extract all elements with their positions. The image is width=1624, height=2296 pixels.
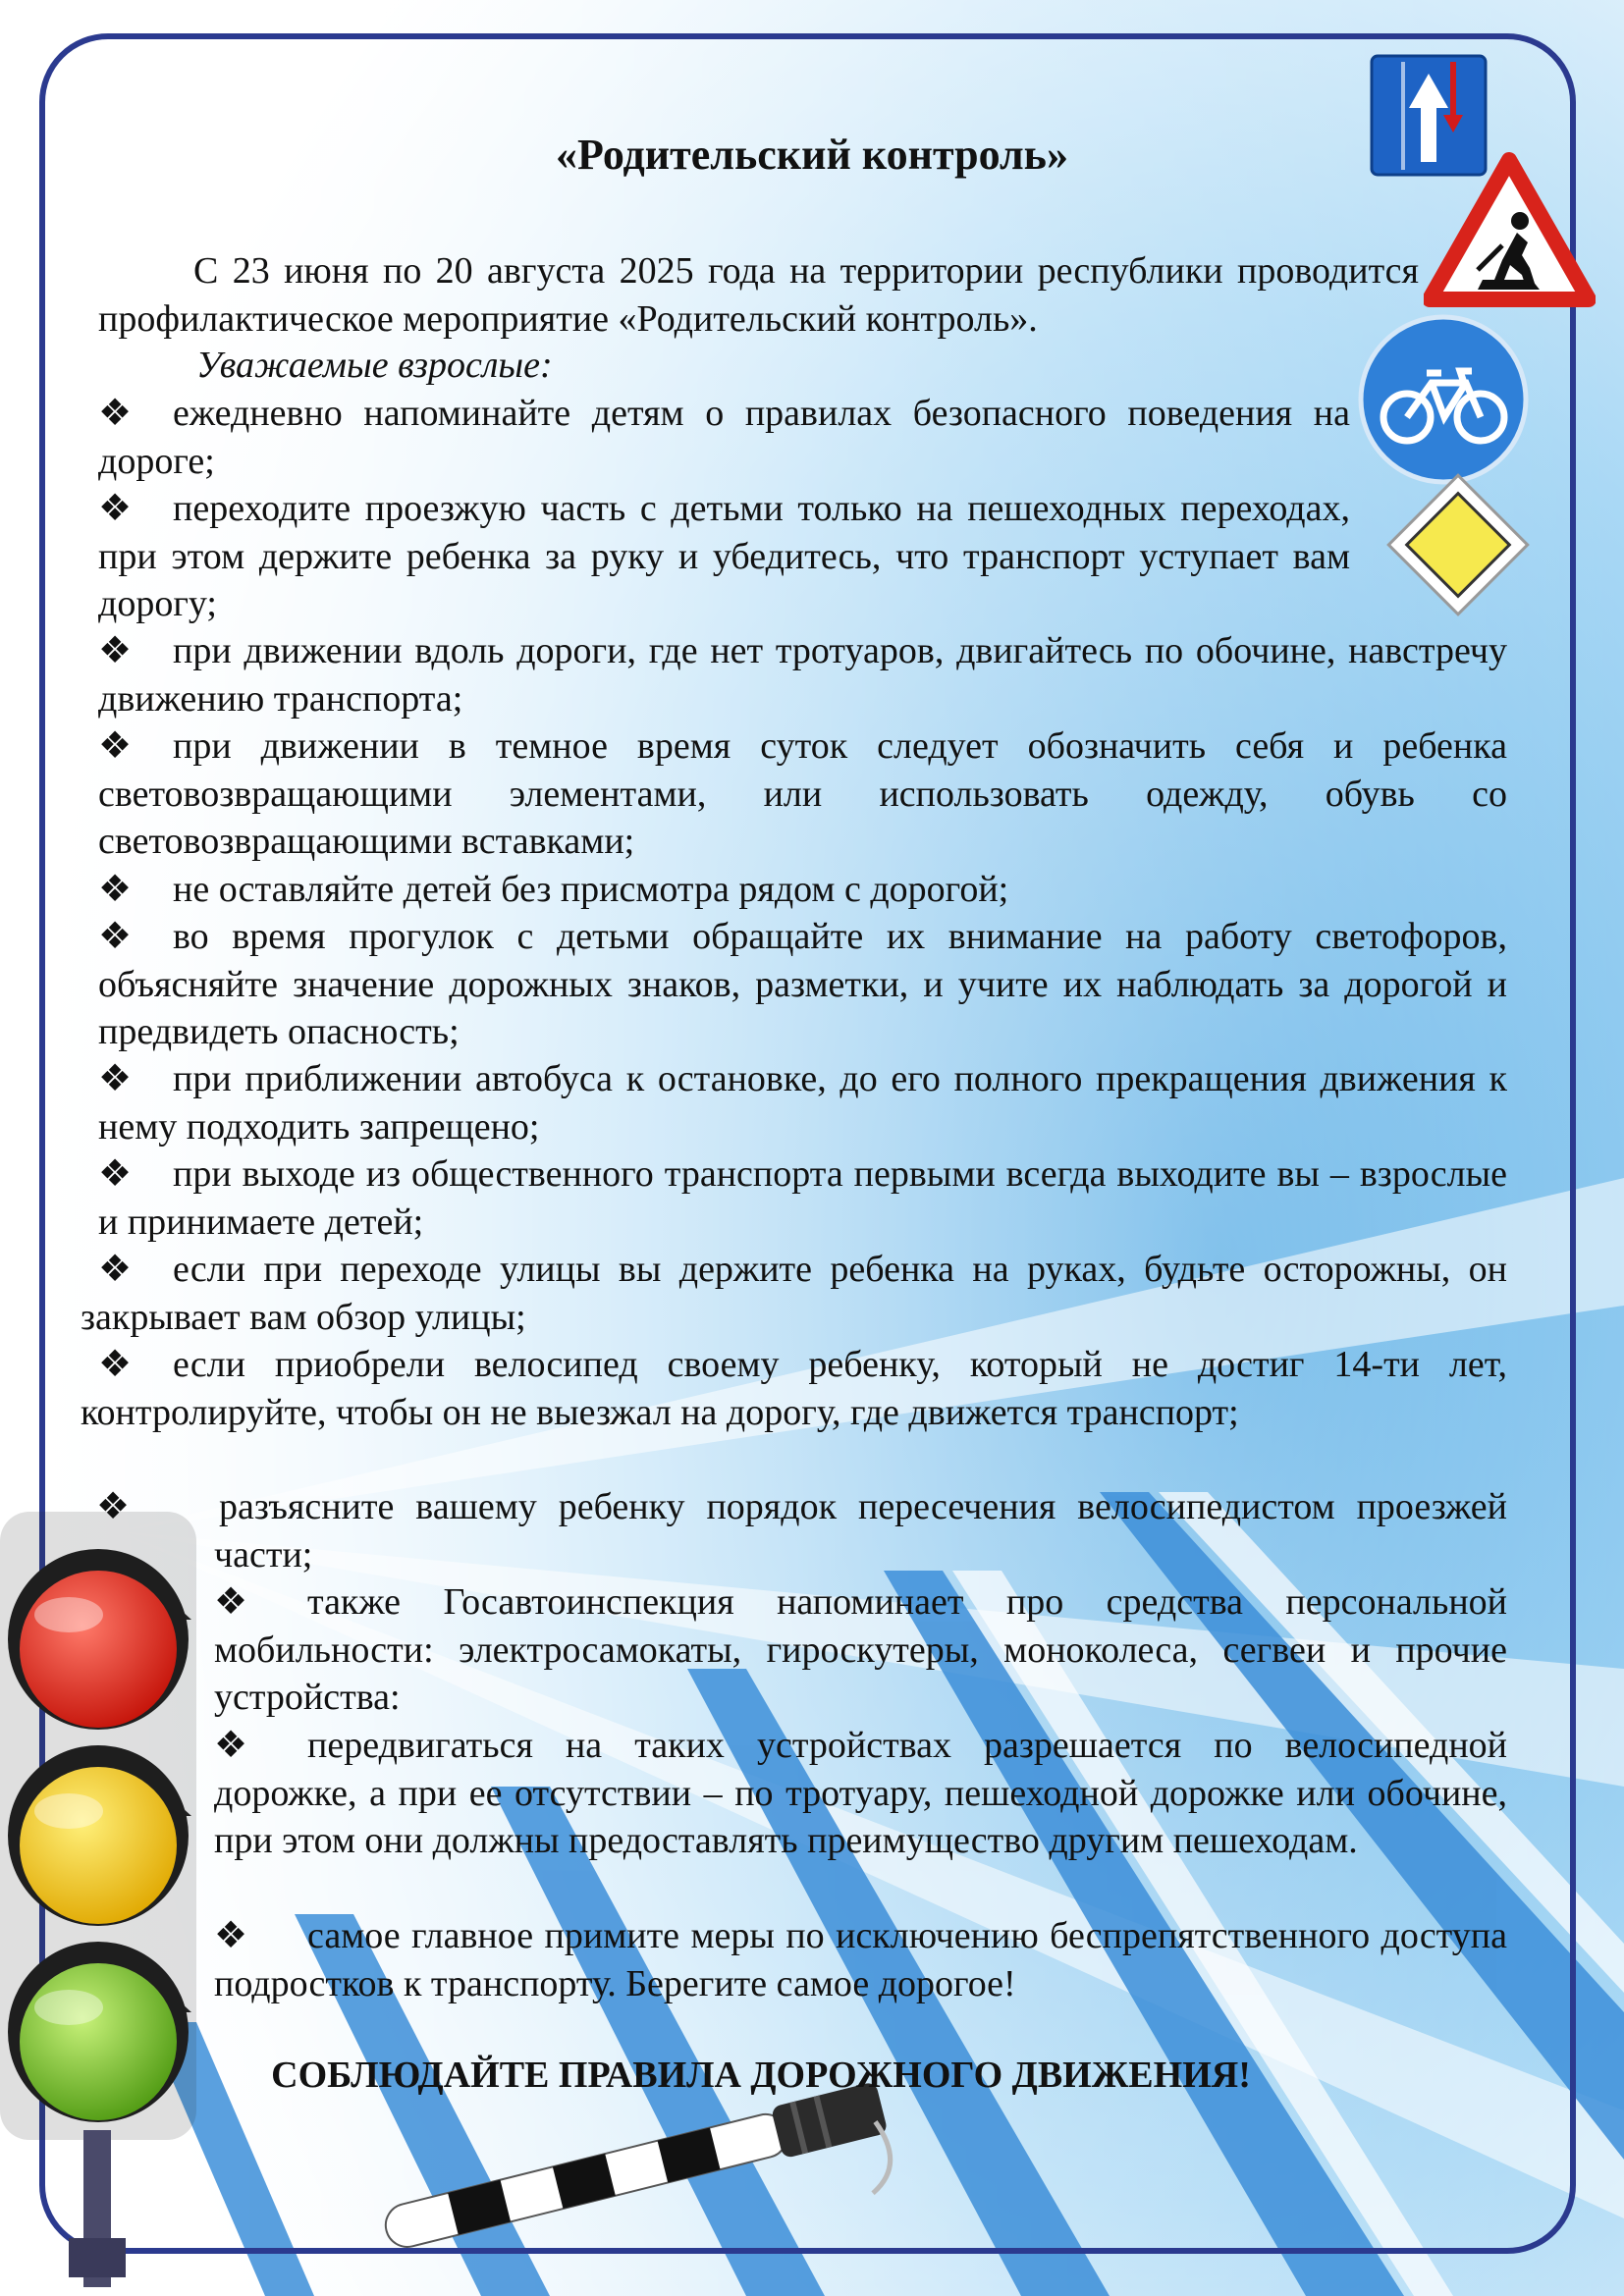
bullet-item (214, 1912, 1507, 2007)
bullet-text: при приближении автобуса к остановке, до его полного прекращения движения к нему подходить запрещено; (98, 1058, 1507, 1148)
bullet-icon: ❖ (98, 1344, 133, 1385)
bullet-icon: ❖ (98, 725, 133, 767)
bullet-text: передвигаться на таких устройствах разрешается по велосипедной дорожке, а при ее отсутствии – по тротуару, пешеходной дорожке или обочине, при этом они должны предоставлять преимущество другим пешеходам. (214, 1725, 1507, 1861)
bullet-item (98, 390, 1350, 485)
bullet-icon: ❖ (98, 630, 133, 671)
bullet-icon: ❖ (98, 393, 133, 434)
bullet-text: разъясните вашему ребенку порядок пересечения велосипедистом проезжей части; (214, 1486, 1507, 1575)
greeting (196, 342, 982, 390)
bullet-text: если приобрели велосипед своему ребенку, который не достиг 14-ти лет, контролируйте, чтобы он не выезжал на дорогу, где движется транспорт; (81, 1344, 1507, 1433)
bullet-text: не оставляйте детей без присмотра рядом с дорогой; (173, 869, 1009, 910)
bullet-icon: ❖ (214, 1725, 248, 1766)
bullet-item (81, 1341, 1507, 1436)
closing-slogan: СОБЛЮДАЙТЕ ПРАВИЛА ДОРОЖНОГО ДВИЖЕНИЯ! (271, 2055, 1251, 2096)
bullet-text: если при переходе улицы вы держите ребенка на руках, будьте осторожны, он закрывает вам обзор улицы; (81, 1249, 1507, 1338)
bullet-text: ежедневно напоминайте детям о правилах безопасного поведения на дороге; (98, 393, 1350, 482)
bullet-icon: ❖ (98, 916, 133, 957)
bullet-text: переходите проезжую часть с детьми только на пешеходных переходах, при этом держите ребенка за руку и убедитесь, что транспорт уступает вам дорогу; (98, 488, 1350, 624)
bullet-icon: ❖ (98, 1153, 133, 1195)
intro-paragraph (98, 247, 1419, 343)
bullet-text: самое главное примите меры по исключению беспрепятственного доступа подростков к транспорту. Берегите самое дорогое! (214, 1915, 1507, 2004)
greeting-text: Уважаемые взрослые: (196, 345, 553, 386)
bullet-icon: ❖ (98, 1249, 133, 1290)
intro-text: С 23 июня по 20 августа 2025 года на территории республики проводится профилактическое мероприятие «Родительский контроль». (98, 250, 1419, 340)
bullet-item (214, 1722, 1507, 1865)
bullet-item (214, 1578, 1507, 1722)
bullet-item (96, 1483, 1507, 1578)
priority-road-sign-icon (1375, 461, 1542, 628)
bullet-icon: ❖ (98, 869, 133, 910)
page-title: «Родительский контроль» (556, 131, 1068, 179)
bullet-item (98, 1055, 1507, 1150)
bullet-text: при выходе из общественного транспорта первыми всегда выходите вы – взрослые и принимаете детей; (98, 1153, 1507, 1243)
bullet-text: при движении в темное время суток следует обозначить себя и ребенка световозвращающими элементами, или использовать одежду, обувь со световозвращающими вставками; (98, 725, 1507, 862)
bullet-icon: ❖ (214, 1915, 248, 1956)
bullet-item (98, 913, 1507, 1056)
bullet-icon: ❖ (98, 488, 133, 529)
traffic-light-icon (0, 1512, 216, 2292)
bullet-icon: ❖ (96, 1486, 131, 1527)
bullet-item (81, 1246, 1507, 1341)
bullet-icon: ❖ (214, 1581, 248, 1623)
traffic-baton-icon (368, 2071, 918, 2258)
bullet-icon: ❖ (98, 1058, 133, 1099)
bullet-text: во время прогулок с детьми обращайте их внимание на работу светофоров, объясняйте значение дорожных знаков, разметки, и учите их наблюдать за дорогой и предвидеть опасность; (98, 916, 1507, 1052)
bullet-item (98, 485, 1350, 628)
bullet-item (98, 722, 1507, 866)
bullet-item (98, 1150, 1507, 1246)
bullet-text: при движении вдоль дороги, где нет тротуаров, двигайтесь по обочине, навстречу движению транспорта; (98, 630, 1507, 720)
bullet-item (98, 627, 1507, 722)
bullet-text: также Госавтоинспекция напоминает про средства персональной мобильности: электросамокаты, гироскутеры, моноколеса, сегвеи и прочие устройства: (214, 1581, 1507, 1718)
bullet-item (98, 866, 1507, 914)
